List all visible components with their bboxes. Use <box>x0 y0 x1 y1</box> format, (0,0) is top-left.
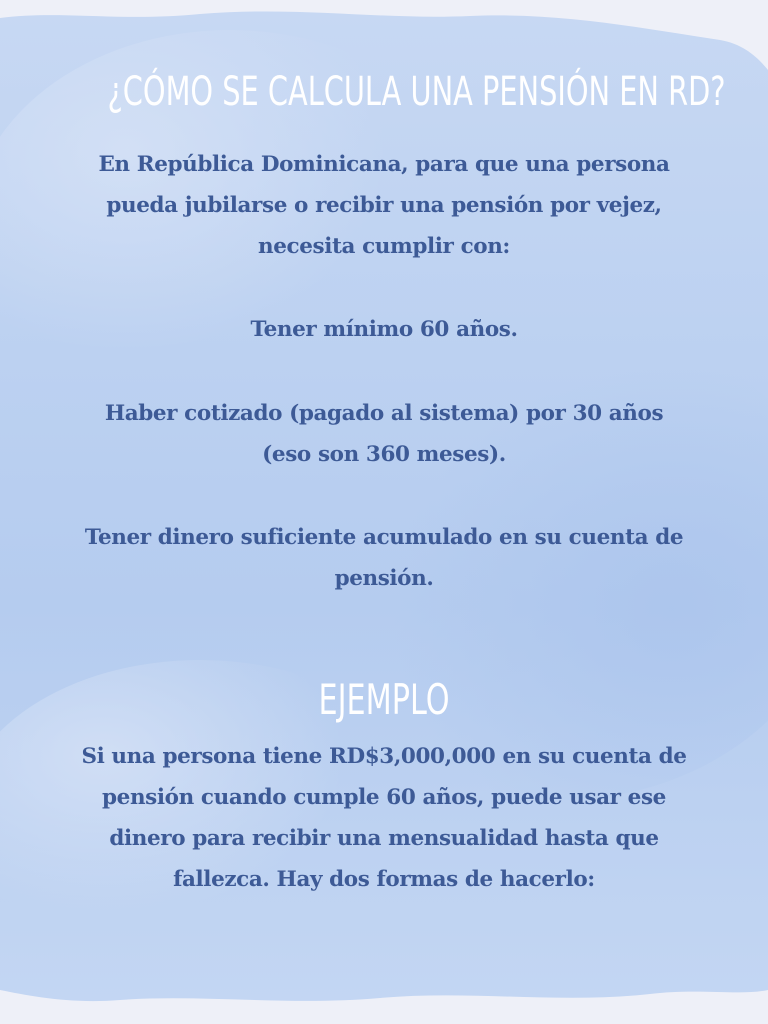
example-heading: EJEMPLO <box>318 675 450 724</box>
requirement-age: Tener mínimo 60 años. <box>250 317 518 342</box>
requirement-contributions: Haber cotizado (pagado al sistema) por 30 años (eso son 360 meses). <box>104 401 664 467</box>
example-text: Si una persona tiene RD$3,000,000 en su cuenta de pensión cuando cumple 60 años, puede usar ese dinero para recibir una mensualidad hasta que fallezca. Hay dos formas de hacerlo: <box>81 744 687 892</box>
page-title: ¿CÓMO SE CALCULA UNA PENSIÓN EN RD? <box>107 69 726 115</box>
requirements-intro: En República Dominicana, para que una persona pueda jubilarse o recibir una pensión por vejez, necesita cumplir con: <box>98 152 670 259</box>
requirement-funds: Tener dinero suficiente acumulado en su cuenta de pensión. <box>84 525 684 591</box>
